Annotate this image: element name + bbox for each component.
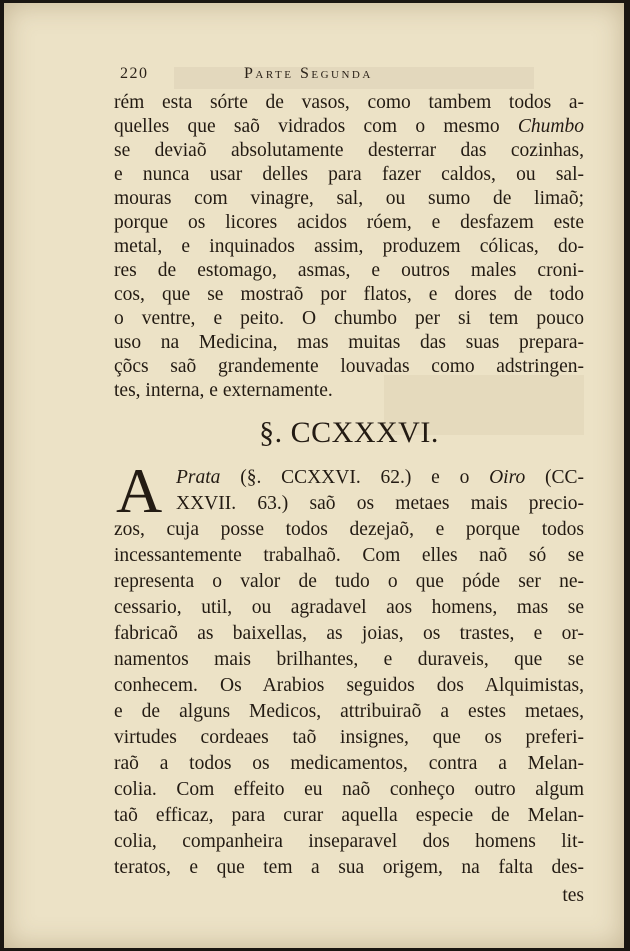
text-line: XXVII. 63.) saõ os metaes mais precio- <box>176 493 584 514</box>
page-number: 220 <box>120 65 149 82</box>
text-line: zos, cuja posse todos dezejaõ, e porque todos <box>114 519 584 540</box>
text-line: colia, companheira inseparavel dos homens lit- <box>114 831 584 852</box>
text-line: Prata (§. CCXXVI. 62.) e o Oiro (CC- <box>176 467 584 488</box>
text-line: se deviaõ absolutamente desterrar das cozinhas, <box>114 140 584 161</box>
running-title: Parte Segunda <box>244 65 373 82</box>
section-heading: §. CCXXXVI. <box>259 416 439 449</box>
text-line: e nunca usar delles para fazer caldos, ou sal- <box>114 164 584 185</box>
drop-cap: A <box>116 455 163 526</box>
text-line: o ventre, e peito. O chumbo per si tem pouco <box>114 308 584 329</box>
text-line: quelles que saõ vidrados com o mesmo Chumbo <box>114 116 584 137</box>
text-line: raõ a todos os medicamentos, contra a Melan- <box>114 753 584 774</box>
text-line: representa o valor de tudo o que póde ser ne- <box>114 571 584 592</box>
text-line: cos, que se mostraõ por flatos, e dores de todo <box>114 284 584 305</box>
running-header <box>120 65 500 87</box>
text-line: çõcs saõ grandemente louvadas como adstringen- <box>114 356 584 377</box>
text-line: conhecem. Os Arabios seguidos dos Alquimistas, <box>114 675 584 696</box>
text-line: e de alguns Medicos, attribuiraõ a estes metaes, <box>114 701 584 722</box>
catchword: tes <box>562 885 584 906</box>
text-line: namentos mais brilhantes, e duraveis, que se <box>114 649 584 670</box>
text-line: uso na Medicina, mas muitas das suas prepara- <box>114 332 584 353</box>
text-line: virtudes cordeaes taõ insignes, que os preferi- <box>114 727 584 748</box>
text-line: mouras com vinagre, sal, ou sumo de limaõ; <box>114 188 584 209</box>
text-line: res de estomago, asmas, e outros males croni- <box>114 260 584 281</box>
text-line: taõ efficaz, para curar aquella especie de Melan- <box>114 805 584 826</box>
text-line: porque os licores acidos róem, e desfazem este <box>114 212 584 233</box>
book-page <box>4 3 624 948</box>
text-line: tes, interna, e externamente. <box>114 380 333 401</box>
text-line: fabricaõ as baixellas, as joias, os trastes, e or- <box>114 623 584 644</box>
text-line: incessantemente trabalhaõ. Com elles naõ só se <box>114 545 584 566</box>
text-line: teratos, e que tem a sua origem, na falta des- <box>114 857 584 878</box>
text-line: cessario, util, ou agradavel aos homens, mas se <box>114 597 584 618</box>
text-line: metal, e inquinados assim, produzem cólicas, do- <box>114 236 584 257</box>
text-line: colia. Com effeito eu naõ conheço outro algum <box>114 779 584 800</box>
text-line: rém esta sórte de vasos, como tambem todos a- <box>114 92 584 113</box>
